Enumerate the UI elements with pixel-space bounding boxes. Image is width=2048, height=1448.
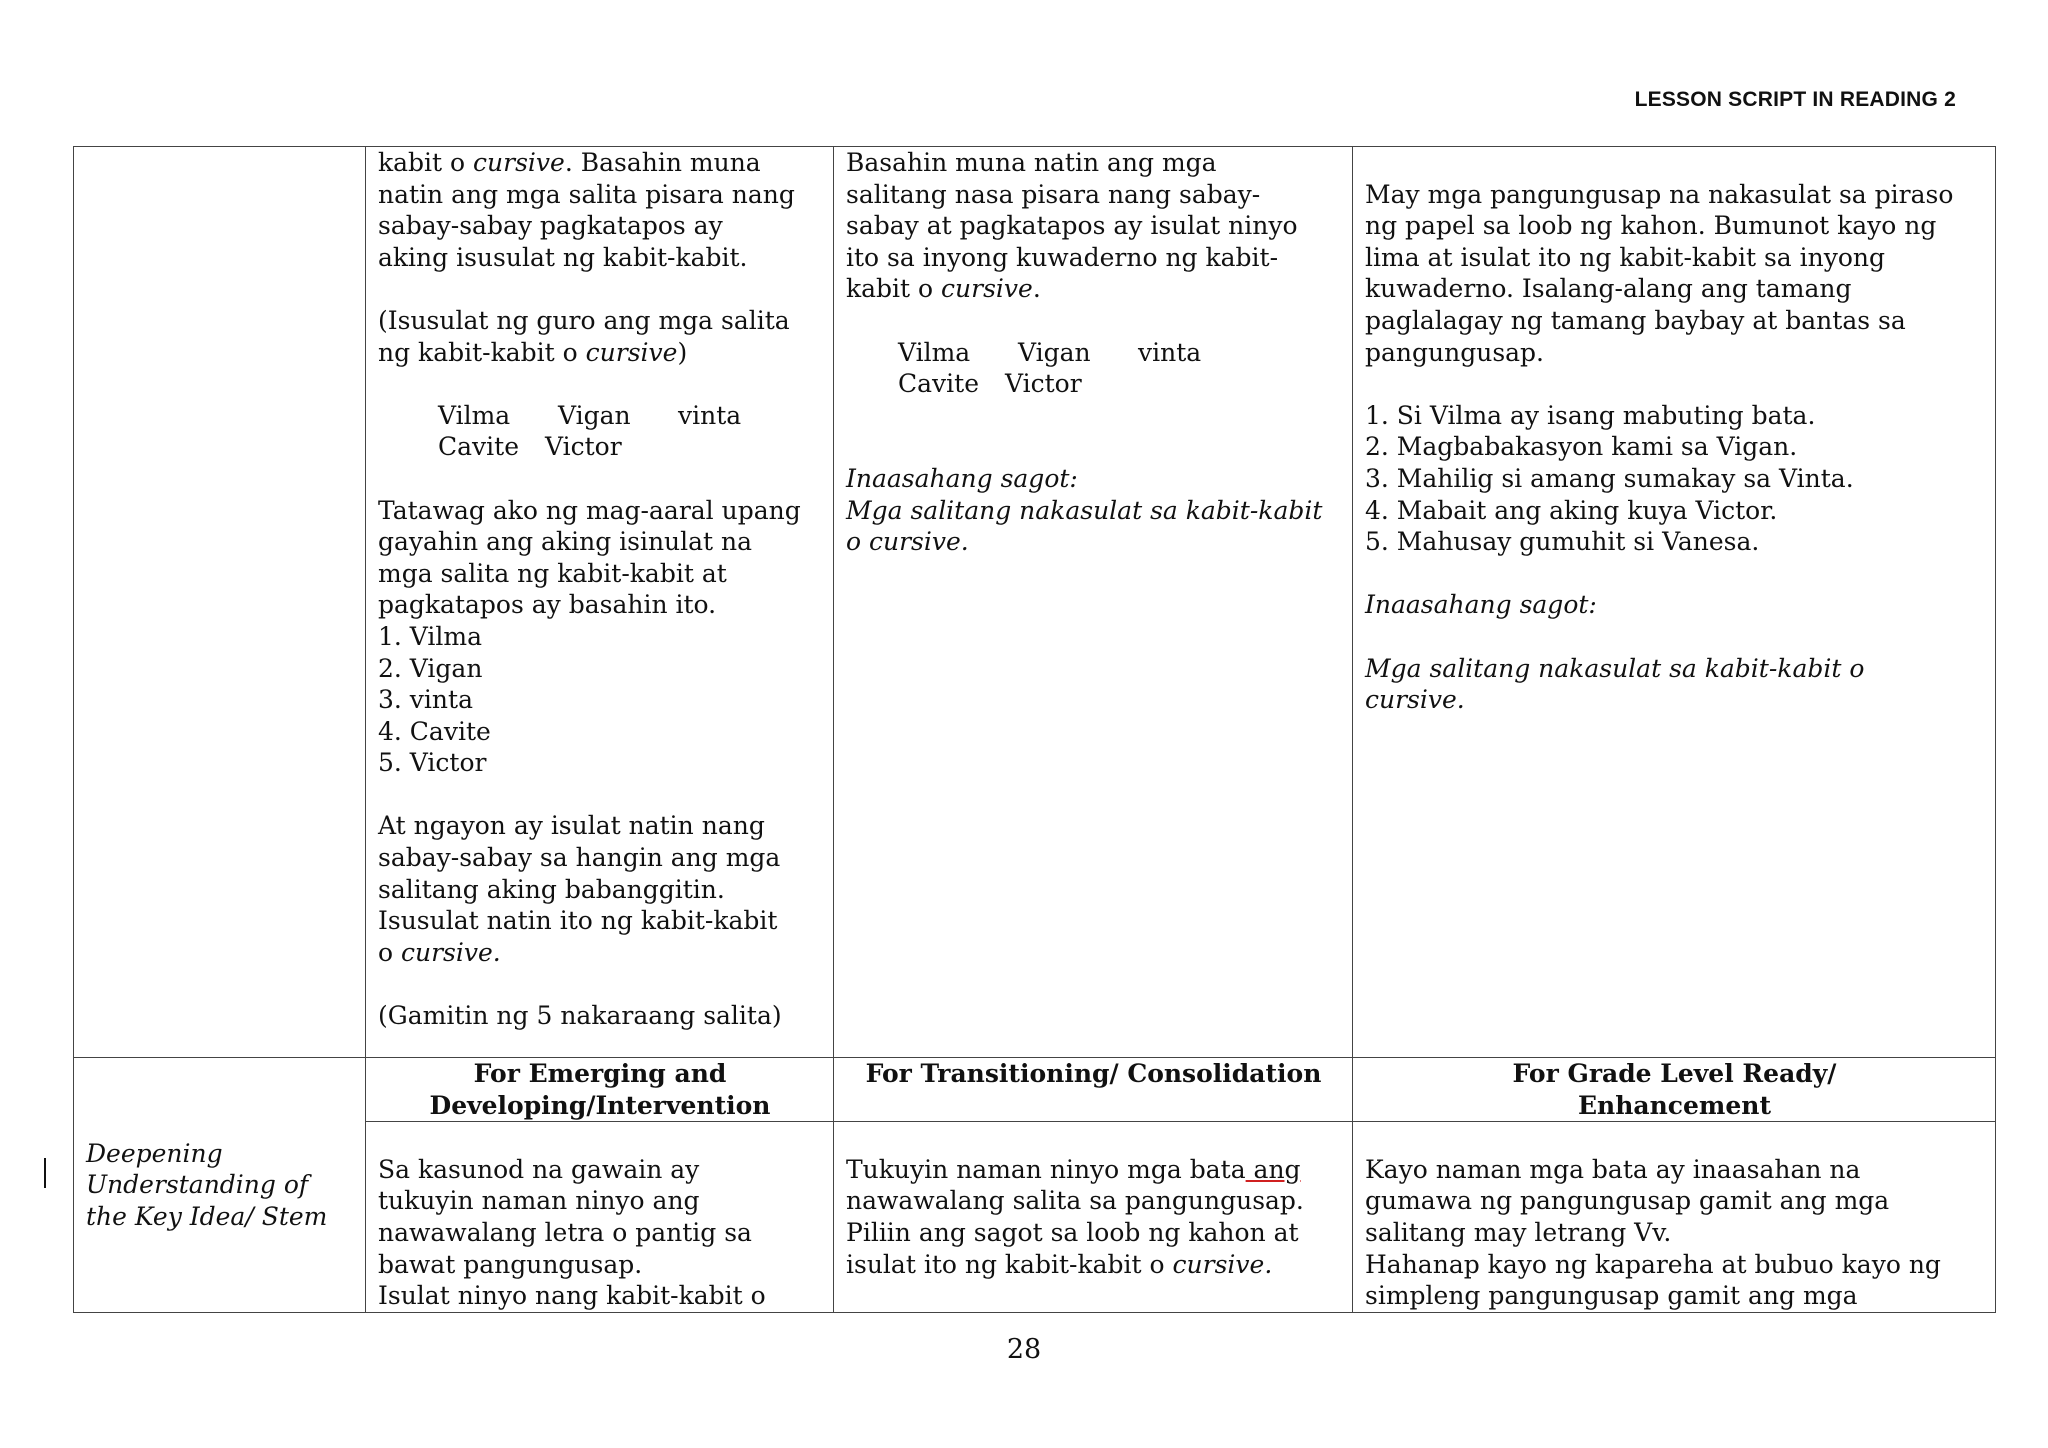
lesson-table (73, 146, 1996, 1313)
label-cell-empty (74, 147, 366, 1058)
row-label-line: Deepening (86, 1138, 223, 1168)
text-line: kuwaderno. Isalang-alang ang tamang (1365, 274, 1852, 304)
text-line: nawawalang letra o pantig sa (378, 1217, 752, 1247)
text-line: Sa kasunod na gawain ay (378, 1154, 700, 1184)
header-line: For Transitioning/ Consolidation (865, 1059, 1322, 1088)
text-line: kabit o cursive. (846, 274, 1041, 304)
list-item: 3. Mahilig si amang sumakay sa Vinta. (1365, 463, 1854, 493)
text-line: Isulat ninyo nang kabit-kabit o (378, 1281, 766, 1311)
text-line: gumawa ng pangungusap gamit ang mga (1365, 1186, 1890, 1216)
text-line: gayahin ang aking isinulat na (378, 527, 753, 557)
text-line: sabay-sabay sa hangin ang mga (378, 843, 781, 873)
table-row (74, 147, 1996, 1058)
text-cursor-mark (44, 1158, 46, 1188)
row-label-line: the Key Idea/ Stem (86, 1201, 328, 1231)
page-number: 28 (1006, 1334, 1042, 1365)
list-item: 4. Cavite (378, 716, 491, 746)
text-line: pangungusap. (1365, 337, 1545, 367)
list-item: 5. Mahusay gumuhit si Vanesa. (1365, 527, 1760, 557)
table-row (74, 1058, 1996, 1122)
list-item: 3. vinta (378, 685, 473, 715)
cell-emerging-deepening (366, 1122, 834, 1313)
text-line: salitang nasa pisara nang sabay- (846, 179, 1261, 209)
document-header: LESSON SCRIPT IN READING 2 (1634, 88, 1956, 111)
cell-transition-deepening (834, 1122, 1353, 1313)
text-line: lima at isulat ito ng kabit-kabit sa inyong (1365, 242, 1886, 272)
row-label-line: Understanding of (86, 1170, 309, 1200)
expected-answer: Mga salitang nakasulat sa kabit-kabit o (1365, 653, 1865, 683)
text-line: bawat pangungusap. (378, 1249, 643, 1279)
text-line: Isusulat natin ito ng kabit-kabit (378, 906, 778, 936)
expected-answer-label: Inaasahang sagot: (846, 463, 1078, 493)
text-line: aking isusulat ng kabit-kabit. (378, 242, 748, 272)
column-header-grade-level (1353, 1058, 1996, 1122)
text-line: ito sa inyong kuwaderno ng kabit- (846, 242, 1279, 272)
word-row: Cavite Victor (438, 432, 622, 462)
cell-grade-level-deepening (1353, 1122, 1996, 1313)
row-label-deepening (74, 1058, 366, 1313)
list-item: 1. Vilma (378, 621, 483, 651)
text-line: (Gamitin ng 5 nakaraang salita) (378, 1001, 782, 1031)
cell-transition-activity (834, 147, 1353, 1058)
text-line: salitang may letrang Vv. (1365, 1217, 1672, 1247)
expected-answer-label: Inaasahang sagot: (1365, 590, 1597, 620)
expected-answer: Mga salitang nakasulat sa kabit-kabit (846, 495, 1323, 525)
text-line: ng papel sa loob ng kahon. Bumunot kayo ng (1365, 211, 1937, 241)
cell-grade-level-activity (1353, 147, 1996, 1058)
header-line: Developing/Intervention (429, 1090, 771, 1120)
text-line: Piliin ang sagot sa loob ng kahon at (846, 1217, 1299, 1247)
column-header-transition (834, 1058, 1353, 1122)
column-header-emerging (366, 1058, 834, 1122)
word-row: Vilma Vigan vinta (898, 337, 1202, 367)
list-item: 5. Victor (378, 748, 487, 778)
text-line: paglalagay ng tamang baybay at bantas sa (1365, 305, 1906, 335)
word-row: Vilma Vigan vinta (438, 400, 742, 430)
text-line: Kayo naman mga bata ay inaasahan na (1365, 1154, 1861, 1184)
list-item: 2. Magbabakasyon kami sa Vigan. (1365, 432, 1798, 462)
text-line: Tatawag ako ng mag-aaral upang (378, 495, 801, 525)
expected-answer: o cursive. (846, 527, 969, 557)
text-line: Tukuyin naman ninyo mga bata ang (846, 1154, 1301, 1184)
list-item: 1. Si Vilma ay isang mabuting bata. (1365, 400, 1816, 430)
header-line: Enhancement (1578, 1090, 1771, 1120)
text-line: isulat ito ng kabit-kabit o cursive. (846, 1249, 1273, 1279)
text-line: nawawalang salita sa pangungusap. (846, 1186, 1304, 1216)
text-line: sabay-sabay pagkatapos ay (378, 211, 723, 241)
text-line: ng kabit-kabit o cursive) (378, 337, 688, 367)
text-line: mga salita ng kabit-kabit at (378, 558, 727, 588)
expected-answer: cursive. (1365, 685, 1465, 715)
text-line: natin ang mga salita pisara nang (378, 179, 795, 209)
text-line: kabit o cursive. Basahin muna (378, 148, 761, 177)
text-line: o cursive. (378, 937, 501, 967)
text-line: May mga pangungusap na nakasulat sa piraso (1365, 179, 1954, 209)
text-line: sabay at pagkatapos ay isulat ninyo (846, 211, 1298, 241)
text-line: simpleng pangungusap gamit ang mga (1365, 1281, 1858, 1311)
list-item: 4. Mabait ang aking kuya Victor. (1365, 495, 1778, 525)
header-line: For Grade Level Ready/ (1512, 1059, 1837, 1088)
text-line: At ngayon ay isulat natin nang (378, 811, 765, 841)
list-item: 2. Vigan (378, 653, 483, 683)
cell-emerging-activity (366, 147, 834, 1058)
word-row: Cavite Victor (898, 369, 1082, 399)
text-line: tukuyin naman ninyo ang (378, 1186, 700, 1216)
header-line: For Emerging and (473, 1059, 727, 1088)
text-line: pagkatapos ay basahin ito. (378, 590, 717, 620)
text-line: (Isusulat ng guro ang mga salita (378, 305, 790, 335)
text-line: Hahanap kayo ng kapareha at bubuo kayo ng (1365, 1249, 1941, 1279)
text-line: Basahin muna natin ang mga (846, 148, 1217, 177)
text-line: salitang aking babanggitin. (378, 874, 725, 904)
